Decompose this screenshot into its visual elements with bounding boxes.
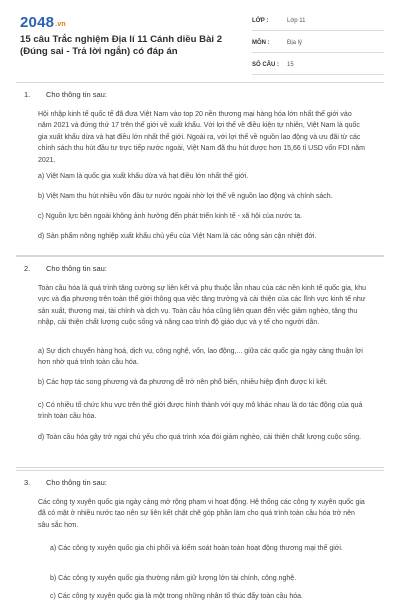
question-3 [16,470,384,600]
question-2-option-b[interactable]: b) Các hợp tác song phương và đa phương dễ trở nên phổ biến, nhiều hiệp định được kí kết. [38,379,328,386]
question-3-option-a[interactable]: a) Các công ty xuyên quốc gia chi phối và kiểm soát hoàn toàn hoạt động thương mại thế giới. [50,545,343,552]
question-3-option-c[interactable]: c) Các công ty xuyên quốc gia là một trong những nhân tố thúc đẩy toàn cầu hóa. [50,593,303,600]
question-1 [16,82,384,256]
question-3-prompt: Cho thông tin sau: [46,478,107,487]
question-1-passage: Hội nhập kinh tế quốc tế đã đưa Việt Nam vào top 20 nền thương mại hàng hóa lớn nhất thế giới vào năm 2021 và đứng thứ 17 trên thế giới về xuất khẩu. Với lợi thế về điều kiện tự nhiên, Việt Nam là quốc gia xuất khẩu dừa và hạt điều lớn nhất thế giới. Ngoài ra, với lợi thế về nguồn lao động và ưu đãi từ các chính sách thu hút đầu tư trực tiếp nước ngoài, Việt Nam đã thu hút được hơn 15,66 tỉ USD vốn FDI năm 2021. [38,111,365,164]
question-1-number: 1. [24,90,31,99]
question-1-option-c[interactable]: c) Nguồn lực bên ngoài không ảnh hưởng đến phát triển kinh tế - xã hội của nước ta. [38,213,303,220]
logo-number: 2048 [20,14,55,31]
meta-count-value: 15 [287,62,294,68]
meta-class-row [252,12,384,31]
question-2-number: 2. [24,264,31,273]
meta-class-value: Lớp 11 [287,18,306,24]
question-2-passage: Toàn cầu hóa là quá trình tăng cường sự liên kết và phụ thuộc lẫn nhau của các nền kinh tế quốc gia, khu vực và địa phương trên toàn thế giới thông qua việc tăng trưởng và cải thiện của các lĩnh vực kinh tế như sản xuất, thương mại, tài chính và dịch vụ. Toàn cầu hóa cũng liên quan đến việc giảm nghèo, tăng thu nhập, cải thiện chất lượng cuộc sống và nâng cao trình độ giáo dục và y tế cho người dân. [38,285,367,327]
question-2-header [24,264,107,273]
document-title: 15 câu Trắc nghiệm Địa lí 11 Cánh diều Bài 2 (Đúng sai - Trả lời ngắn) có đáp án [20,34,223,57]
logo-tld: .vn [55,21,66,28]
meta-subject-key: MÔN : [252,40,270,46]
question-2-option-c[interactable]: c) Có nhiều tổ chức khu vực trên thế giới được hình thành với quy mô khác nhau là do tác động của quá trình toàn cầu hóa. [38,402,363,421]
document-header [0,0,400,80]
question-2 [16,256,384,468]
question-1-option-b[interactable]: b) Việt Nam thu hút nhiều vốn đầu tư nước ngoài nhờ lợi thế về nguồn lao động và chính sách. [38,193,333,200]
question-3-passage: Các công ty xuyên quốc gia ngày càng mở rộng phạm vi hoạt động. Hệ thống các công ty xuyên quốc gia đã có mặt ở nhiều nước tạo nên sự liên kết chặt chẽ góp phần làm cho quá trình toàn cầu hóa trở nên sâu sắc hơn. [38,499,365,529]
question-1-header [24,90,107,99]
question-2-option-a[interactable]: a) Sự dịch chuyển hàng hoá, dịch vụ, công nghệ, vốn, lao động,... giữa các quốc gia ngày càng thuận lợi hơn nhờ quá trình toàn cầu hóa. [38,348,363,367]
meta-panel [252,12,384,78]
meta-class-key: LỚP : [252,18,269,24]
question-1-prompt: Cho thông tin sau: [46,90,107,99]
meta-subject-value: Địa lý [287,40,303,46]
question-3-option-b[interactable]: b) Các công ty xuyên quốc gia thường nắm giữ lượng lớn tài chính, công nghệ. [50,575,297,582]
question-1-option-a[interactable]: a) Việt Nam là quốc gia xuất khẩu dừa và hạt điều lớn nhất thế giới. [38,173,249,180]
meta-count-row [252,56,384,75]
question-3-number: 3. [24,478,31,487]
question-2-prompt: Cho thông tin sau: [46,264,107,273]
site-logo[interactable] [20,14,66,31]
question-1-option-d[interactable]: d) Sản phẩm nông nghiệp xuất khẩu chủ yếu của Việt Nam là các nông sản cận nhiệt đới. [38,233,317,240]
question-3-header [24,478,107,487]
question-2-option-d[interactable]: d) Toàn cầu hóa gây trở ngại chủ yếu cho quá trình xóa đói giảm nghèo, cải thiện chất lượng cuộc sống. [38,434,362,441]
meta-count-key: SỐ CÂU : [252,62,279,68]
meta-subject-row [252,34,384,53]
